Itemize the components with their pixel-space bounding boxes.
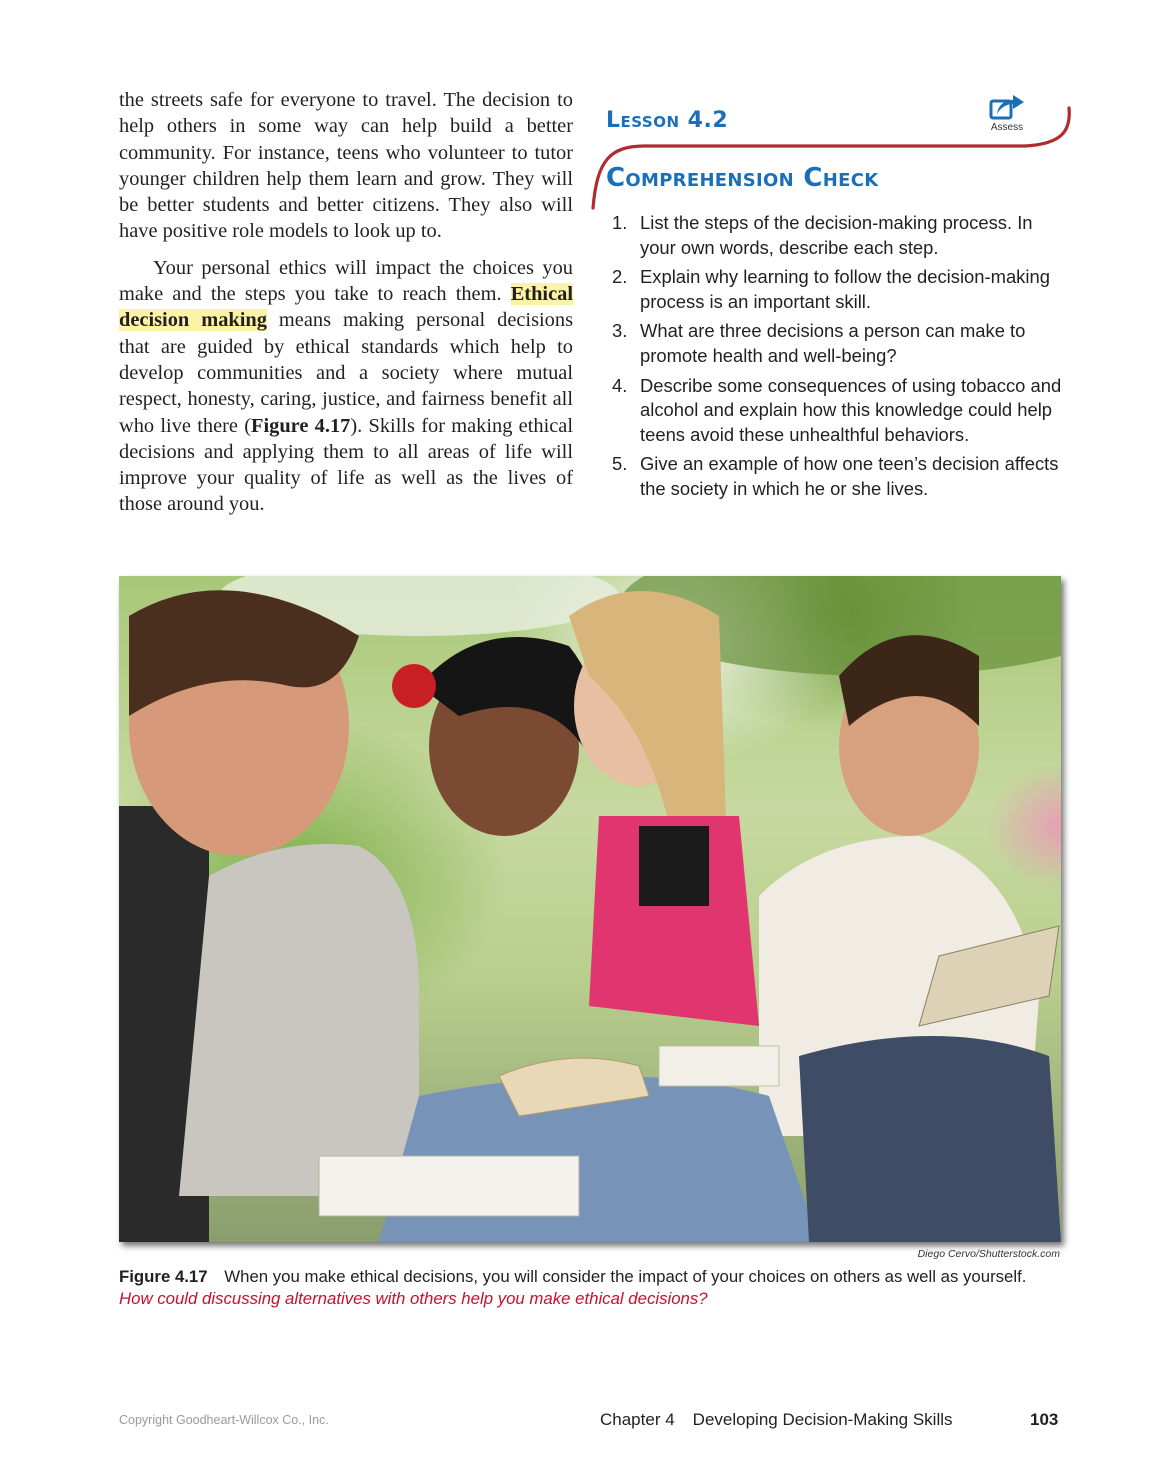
body-paragraph-2 bbox=[119, 255, 573, 518]
comprehension-questions bbox=[612, 211, 1062, 507]
students-illustration bbox=[119, 576, 1061, 1242]
section-title bbox=[606, 163, 878, 193]
question-text: Describe some consequences of using tobacco and alcohol and explain how this knowledge could help teens avoid these unhealthful behaviors. bbox=[640, 374, 1062, 445]
term-definition: means making personal decisions that are guided by ethical standards which help to develop communities and a society where mutual respect, honesty, caring, justice, and fairness benefit all who live there ( bbox=[119, 309, 574, 437]
figure-caption bbox=[119, 1266, 1064, 1309]
question-item bbox=[612, 265, 1062, 314]
key-term-ethical-decision-making[interactable]: Ethical decision making bbox=[119, 283, 573, 332]
caption-question: How could discussing alternatives with others help you make ethical decisions? bbox=[119, 1288, 708, 1308]
question-text: Explain why learning to follow the decision-making process is an important skill. bbox=[640, 266, 1050, 312]
chapter-title: Developing Decision-Making Skills bbox=[692, 1410, 953, 1429]
question-item bbox=[612, 374, 1062, 448]
chapter-number: Chapter 4 bbox=[600, 1410, 675, 1429]
comprehension-check-heading: Comprehension Check bbox=[606, 163, 879, 193]
question-number: 4. bbox=[612, 374, 628, 396]
question-number: 1. bbox=[612, 212, 628, 233]
question-number: 3. bbox=[612, 320, 628, 342]
figure-label: Figure 4.17 bbox=[119, 1267, 208, 1286]
question-item bbox=[612, 211, 1062, 260]
lesson-label: Lesson 4.2 bbox=[606, 108, 729, 133]
question-number: 5. bbox=[612, 453, 628, 475]
photo-credit: Diego Cervo/Shutterstock.com bbox=[917, 1248, 1060, 1260]
assess-button[interactable] bbox=[984, 92, 1030, 142]
question-item bbox=[612, 319, 1062, 368]
body-text-column bbox=[119, 87, 573, 518]
figure-photo bbox=[119, 576, 1061, 1242]
figure-reference[interactable]: Figure 4.17 bbox=[251, 414, 351, 437]
assess-label: Assess bbox=[990, 122, 1024, 133]
share-arrow-icon bbox=[987, 92, 1027, 122]
body-paragraph-1: the streets safe for everyone to travel. The decision to help others in some way can help build a better community. For instance, teens who volunteer to tutor younger children help them learn and grow. They will be better students and better citizens. They also will have positive role models to look up to. bbox=[119, 89, 573, 243]
paragraph-2-end: ). Skills for making ethical decisions and applying them to all areas of life will improve your quality of life as well as the lives of those around you. bbox=[119, 414, 574, 516]
question-text: Give an example of how one teen’s decision affects the society in which he or she lives. bbox=[640, 453, 1059, 499]
lesson-title bbox=[606, 108, 728, 133]
copyright-notice: Copyright Goodheart-Willcox Co., Inc. bbox=[119, 1413, 329, 1427]
question-text: List the steps of the decision-making process. In your own words, describe each step. bbox=[640, 212, 1033, 258]
paragraph-2-intro: Your personal ethics will impact the choices you make and the steps you take to reach them. bbox=[119, 256, 573, 306]
question-text: What are three decisions a person can make to promote health and well-being? bbox=[640, 320, 1026, 366]
page-number: 103 bbox=[1030, 1410, 1059, 1429]
chapter-running-head bbox=[600, 1410, 953, 1430]
question-number: 2. bbox=[612, 266, 628, 288]
caption-text: When you make ethical decisions, you will consider the impact of your choices on others as well as yourself. bbox=[224, 1267, 1027, 1286]
question-item bbox=[612, 452, 1062, 501]
